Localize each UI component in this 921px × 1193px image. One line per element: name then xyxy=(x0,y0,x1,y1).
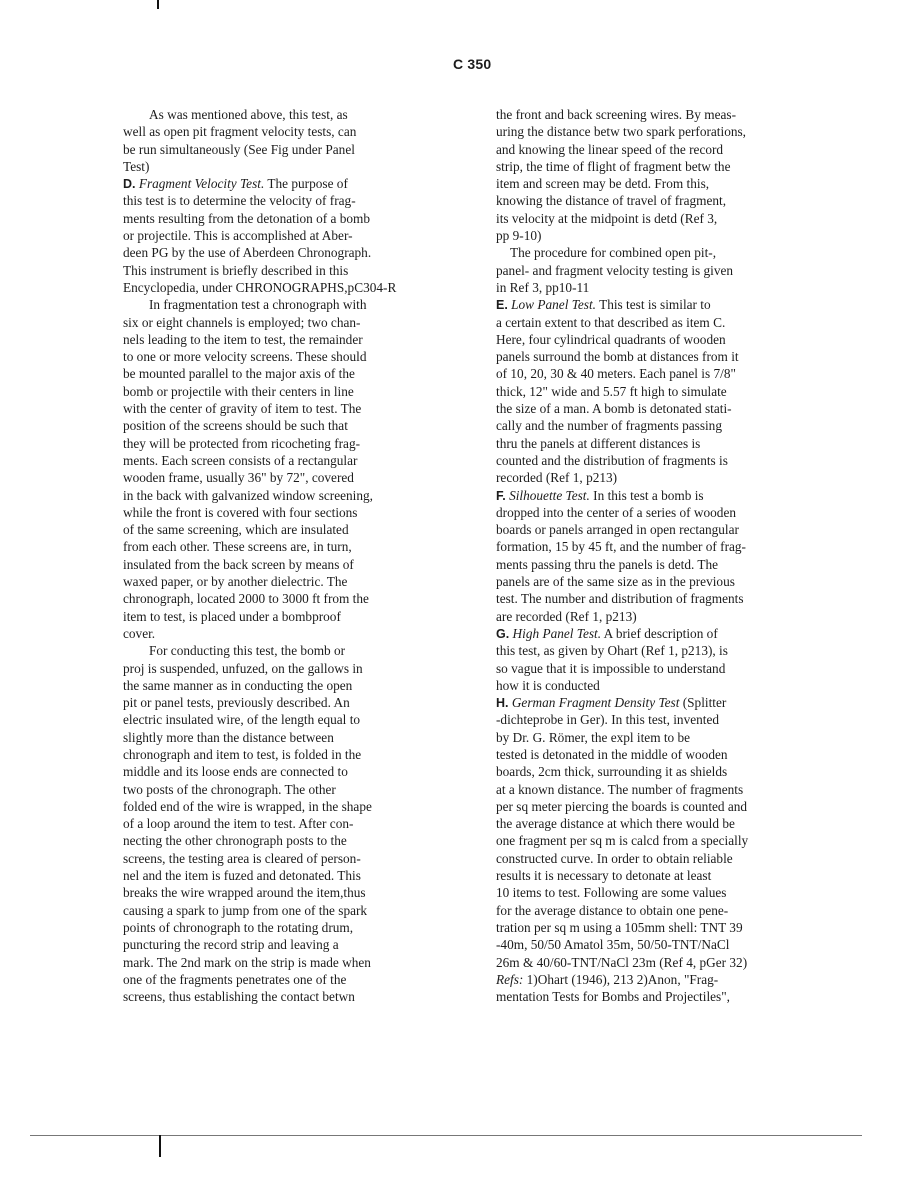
line-text: cover. xyxy=(123,625,156,641)
line-text: so vague that it is impossible to understand xyxy=(496,660,726,676)
text-line xyxy=(496,331,748,348)
text-line xyxy=(123,296,396,313)
text-line xyxy=(496,763,748,780)
text-line xyxy=(496,729,748,746)
text-line xyxy=(496,746,748,763)
text-line xyxy=(123,573,396,590)
line-text: electric insulated wire, of the length equal to xyxy=(123,712,361,728)
text-line xyxy=(496,954,748,971)
text-line xyxy=(496,435,748,452)
line-text: item and screen may be detd. From this, xyxy=(496,176,710,192)
line-text: item to test, is placed under a bombproof xyxy=(123,608,341,624)
text-line xyxy=(496,192,748,209)
line-text: strip, the time of flight of fragment betw the xyxy=(496,158,731,174)
line-text: how it is conducted xyxy=(496,677,600,693)
text-line xyxy=(496,971,748,988)
left-text-column xyxy=(123,106,396,1005)
text-line xyxy=(496,850,748,867)
section-title: Refs: xyxy=(496,971,524,987)
text-line xyxy=(123,746,396,763)
text-line xyxy=(496,400,748,417)
line-text: 1)Ohart (1946), 213 2)Anon, "Frag- xyxy=(526,971,719,987)
line-text: boards, 2cm thick, surrounding it as shields xyxy=(496,764,728,780)
line-text: causing a spark to jump from one of the spark xyxy=(123,902,368,918)
text-line xyxy=(496,936,748,953)
line-text: This instrument is briefly described in this xyxy=(123,262,349,278)
text-line xyxy=(123,902,396,919)
text-line xyxy=(123,867,396,884)
text-line xyxy=(123,314,396,331)
line-text: in the back with galvanized window screening, xyxy=(123,487,373,503)
line-text: of a loop around the item to test. After con- xyxy=(123,816,354,832)
text-line xyxy=(123,677,396,694)
section-label: H. xyxy=(496,696,509,711)
text-line xyxy=(123,988,396,1005)
section-title: Silhouette Test. xyxy=(509,487,590,503)
text-line xyxy=(123,400,396,417)
text-line xyxy=(496,556,748,573)
line-text: a certain extent to that described as item C. xyxy=(496,314,726,330)
line-text: while the front is covered with four sections xyxy=(123,504,358,520)
line-text: bomb or projectile with their centers in line xyxy=(123,383,354,399)
text-line xyxy=(123,487,396,504)
text-line xyxy=(123,694,396,711)
text-line xyxy=(123,590,396,607)
line-text: the size of a man. A bomb is detonated stati- xyxy=(496,401,732,417)
text-line xyxy=(123,279,396,296)
footer-rule xyxy=(30,1135,862,1136)
line-text: one fragment per sq m is calcd from a specially xyxy=(496,833,749,849)
text-line xyxy=(123,331,396,348)
text-line xyxy=(496,832,748,849)
text-line xyxy=(496,383,748,400)
line-text: breaks the wire wrapped around the item,thus xyxy=(123,885,366,901)
text-line xyxy=(496,781,748,798)
top-margin-mark xyxy=(157,0,159,9)
line-text: or projectile. This is accomplished at Aber- xyxy=(123,228,353,244)
text-line xyxy=(496,141,748,158)
section-title: German Fragment Density Test xyxy=(511,695,680,711)
line-text: nels leading to the item to test, the remainder xyxy=(123,331,363,347)
section-label: F. xyxy=(496,488,506,503)
text-line xyxy=(496,210,748,227)
line-text: Test) xyxy=(123,158,150,174)
text-line xyxy=(496,625,748,642)
text-line xyxy=(123,106,396,123)
text-line xyxy=(496,487,748,504)
text-line xyxy=(123,729,396,746)
line-text: ments resulting from the detonation of a bomb xyxy=(123,210,371,226)
text-line xyxy=(123,244,396,261)
text-line xyxy=(496,919,748,936)
text-line xyxy=(496,798,748,815)
text-line xyxy=(496,573,748,590)
text-line xyxy=(123,625,396,642)
line-text: pit or panel tests, previously described. An xyxy=(123,695,350,711)
text-line xyxy=(496,711,748,728)
line-text: and knowing the linear speed of the record xyxy=(496,141,724,157)
text-line xyxy=(496,521,748,538)
line-text: puncturing the record strip and leaving a xyxy=(123,937,339,953)
line-text: 10 items to test. Following are some values xyxy=(496,885,727,901)
line-text: -40m, 50/50 Amatol 35m, 50/50-TNT/NaCl xyxy=(496,937,730,953)
line-text: proj is suspended, unfuzed, on the gallows in xyxy=(123,660,363,676)
line-text: ments passing thru the panels is detd. The xyxy=(496,556,719,572)
text-line xyxy=(123,832,396,849)
section-title: High Panel Test. xyxy=(512,625,602,641)
text-line xyxy=(123,365,396,382)
line-text: in Ref 3, pp10-11 xyxy=(496,279,590,295)
text-line xyxy=(496,677,748,694)
line-text: recorded (Ref 1, p213) xyxy=(496,470,618,486)
section-label: E. xyxy=(496,298,508,313)
text-line xyxy=(123,971,396,988)
line-text: formation, 15 by 45 ft, and the number of frag- xyxy=(496,539,746,555)
line-text: mentation Tests for Bombs and Projectiles", xyxy=(496,989,730,1005)
text-line xyxy=(496,590,748,607)
line-text: waxed paper, or by another dielectric. The xyxy=(123,574,348,590)
section-title: Fragment Velocity Test. xyxy=(138,176,265,192)
text-line xyxy=(496,660,748,677)
text-line xyxy=(496,123,748,140)
line-text: thru the panels at different distances is xyxy=(496,435,701,451)
line-text: test. The number and distribution of fragments xyxy=(496,591,744,607)
line-text: be mounted parallel to the major axis of the xyxy=(123,366,355,382)
text-line xyxy=(496,694,748,711)
line-text: slightly more than the distance between xyxy=(123,729,334,745)
text-line xyxy=(123,210,396,227)
line-text: chronograph, located 2000 to 3000 ft from the xyxy=(123,591,369,607)
text-line xyxy=(123,262,396,279)
line-text: its velocity at the midpoint is detd (Ref 3, xyxy=(496,210,718,226)
line-text: folded end of the wire is wrapped, in the shape xyxy=(123,798,372,814)
line-text: per sq meter piercing the boards is counted and xyxy=(496,798,748,814)
text-line xyxy=(123,798,396,815)
line-text: position of the screens should be such that xyxy=(123,418,348,434)
line-text: tested is detonated in the middle of wooden xyxy=(496,746,728,762)
text-line xyxy=(123,348,396,365)
line-text: counted and the distribution of fragments is xyxy=(496,452,728,468)
line-text: points of chronograph to the rotating drum, xyxy=(123,919,354,935)
line-text: wooden frame, usually 36" by 72", covered xyxy=(123,470,354,486)
line-text: of 10, 20, 30 & 40 meters. Each panel is 7/8" xyxy=(496,366,736,382)
text-line xyxy=(496,469,748,486)
text-line xyxy=(496,642,748,659)
line-text: The purpose of xyxy=(267,176,348,192)
text-line xyxy=(123,919,396,936)
line-text: boards or panels arranged in open rectangular xyxy=(496,522,739,538)
section-title: Low Panel Test. xyxy=(511,297,596,313)
line-text: Here, four cylindrical quadrants of wooden xyxy=(496,331,726,347)
text-line xyxy=(496,815,748,832)
line-text: middle and its loose ends are connected to xyxy=(123,764,348,780)
text-line xyxy=(496,227,748,244)
text-line xyxy=(496,314,748,331)
line-text: Encyclopedia, under CHRONOGRAPHS,pC304-R xyxy=(123,279,397,295)
line-text: of the same screening, which are insulated xyxy=(123,522,349,538)
line-text: (Splitter xyxy=(682,695,727,711)
text-line xyxy=(123,521,396,538)
line-text: deen PG by the use of Aberdeen Chronograph. xyxy=(123,245,372,261)
line-text: knowing the distance of travel of fragment, xyxy=(496,193,727,209)
line-text: from each other. These screens are, in turn, xyxy=(123,539,352,555)
line-text: constructed curve. In order to obtain reliable xyxy=(496,850,733,866)
line-text: this test is to determine the velocity of frag- xyxy=(123,193,356,209)
line-text: panels surround the bomb at distances from it xyxy=(496,349,739,365)
text-line xyxy=(123,711,396,728)
text-line xyxy=(496,296,748,313)
line-text: For conducting this test, the bomb or xyxy=(149,643,346,659)
line-text: one of the fragments penetrates one of the xyxy=(123,971,347,987)
text-line xyxy=(123,435,396,452)
line-text: nel and the item is fuzed and detonated. This xyxy=(123,868,361,884)
line-text: the front and back screening wires. By meas- xyxy=(496,107,736,122)
text-line xyxy=(123,936,396,953)
text-line xyxy=(123,642,396,659)
text-line xyxy=(123,158,396,175)
line-text: tration per sq m using a 105mm shell: TNT 39 xyxy=(496,919,743,935)
line-text: pp 9-10) xyxy=(496,228,542,244)
line-text: insulated from the back screen by means of xyxy=(123,556,354,572)
text-line xyxy=(496,902,748,919)
text-line xyxy=(123,175,396,192)
line-text: they will be protected from ricocheting frag- xyxy=(123,435,361,451)
text-line xyxy=(123,504,396,521)
text-line xyxy=(123,815,396,832)
text-line xyxy=(123,538,396,555)
text-line xyxy=(496,279,748,296)
line-text: 26m & 40/60-TNT/NaCl 23m (Ref 4, pGer 32) xyxy=(496,954,748,970)
text-line xyxy=(123,954,396,971)
line-text: this test, as given by Ohart (Ref 1, p213), is xyxy=(496,643,728,659)
text-line xyxy=(496,417,748,434)
line-text: A brief description of xyxy=(603,625,718,641)
line-text: mark. The 2nd mark on the strip is made when xyxy=(123,954,371,970)
line-text: results it is necessary to detonate at least xyxy=(496,868,712,884)
line-text: uring the distance betw two spark perforations, xyxy=(496,124,746,140)
section-label: D. xyxy=(123,177,136,192)
text-line xyxy=(123,192,396,209)
line-text: dropped into the center of a series of wooden xyxy=(496,504,736,520)
text-line xyxy=(496,262,748,279)
text-line xyxy=(496,867,748,884)
line-text: chronograph and item to test, is folded in the xyxy=(123,746,362,762)
line-text: ments. Each screen consists of a rectangular xyxy=(123,452,358,468)
text-line xyxy=(123,884,396,901)
line-text: six or eight channels is employed; two chan- xyxy=(123,314,361,330)
text-line xyxy=(496,106,748,123)
bottom-margin-mark xyxy=(159,1135,161,1157)
line-text: As was mentioned above, this test, as xyxy=(149,107,348,122)
line-text: panel- and fragment velocity testing is given xyxy=(496,262,734,278)
text-line xyxy=(123,141,396,158)
text-line xyxy=(496,348,748,365)
line-text: This test is similar to xyxy=(599,297,711,313)
line-text: are recorded (Ref 1, p213) xyxy=(496,608,637,624)
text-line xyxy=(123,383,396,400)
text-line xyxy=(123,660,396,677)
text-line xyxy=(123,227,396,244)
page-number: C 350 xyxy=(453,56,492,72)
text-line xyxy=(496,158,748,175)
line-text: the average distance at which there would be xyxy=(496,816,735,832)
line-text: -dichteprobe in Ger). In this test, invented xyxy=(496,712,720,728)
line-text: by Dr. G. Römer, the expl item to be xyxy=(496,729,691,745)
line-text: The procedure for combined open pit-, xyxy=(510,245,717,261)
line-text: two posts of the chronograph. The other xyxy=(123,781,336,797)
text-line xyxy=(496,538,748,555)
right-text-column xyxy=(496,106,748,1005)
line-text: to one or more velocity screens. These should xyxy=(123,349,367,365)
text-line xyxy=(123,417,396,434)
line-text: necting the other chronograph posts to the xyxy=(123,833,347,849)
line-text: In this test a bomb is xyxy=(593,487,704,503)
section-label: G. xyxy=(496,626,510,641)
line-text: panels are of the same size as in the previous xyxy=(496,574,735,590)
line-text: the same manner as in conducting the open xyxy=(123,677,353,693)
text-line xyxy=(496,504,748,521)
text-line xyxy=(496,988,748,1005)
line-text: screens, thus establishing the contact betwn xyxy=(123,989,355,1005)
line-text: well as open pit fragment velocity tests, can xyxy=(123,124,357,140)
line-text: with the center of gravity of item to test. The xyxy=(123,401,362,417)
line-text: cally and the number of fragments passing xyxy=(496,418,722,434)
text-line xyxy=(123,781,396,798)
line-text: be run simultaneously (See Fig under Panel xyxy=(123,141,355,157)
line-text: In fragmentation test a chronograph with xyxy=(149,297,367,313)
line-text: thick, 12" wide and 5.57 ft high to simulate xyxy=(496,383,727,399)
text-line xyxy=(496,452,748,469)
text-line xyxy=(123,452,396,469)
text-line xyxy=(123,123,396,140)
text-line xyxy=(496,175,748,192)
line-text: at a known distance. The number of fragments xyxy=(496,781,744,797)
text-line xyxy=(123,556,396,573)
text-line xyxy=(123,608,396,625)
text-line xyxy=(496,608,748,625)
line-text: for the average distance to obtain one pene- xyxy=(496,902,729,918)
text-line xyxy=(123,850,396,867)
line-text: screens, the testing area is cleared of person- xyxy=(123,850,361,866)
text-line xyxy=(496,244,748,261)
text-line xyxy=(123,763,396,780)
text-line xyxy=(123,469,396,486)
text-line xyxy=(496,884,748,901)
text-line xyxy=(496,365,748,382)
